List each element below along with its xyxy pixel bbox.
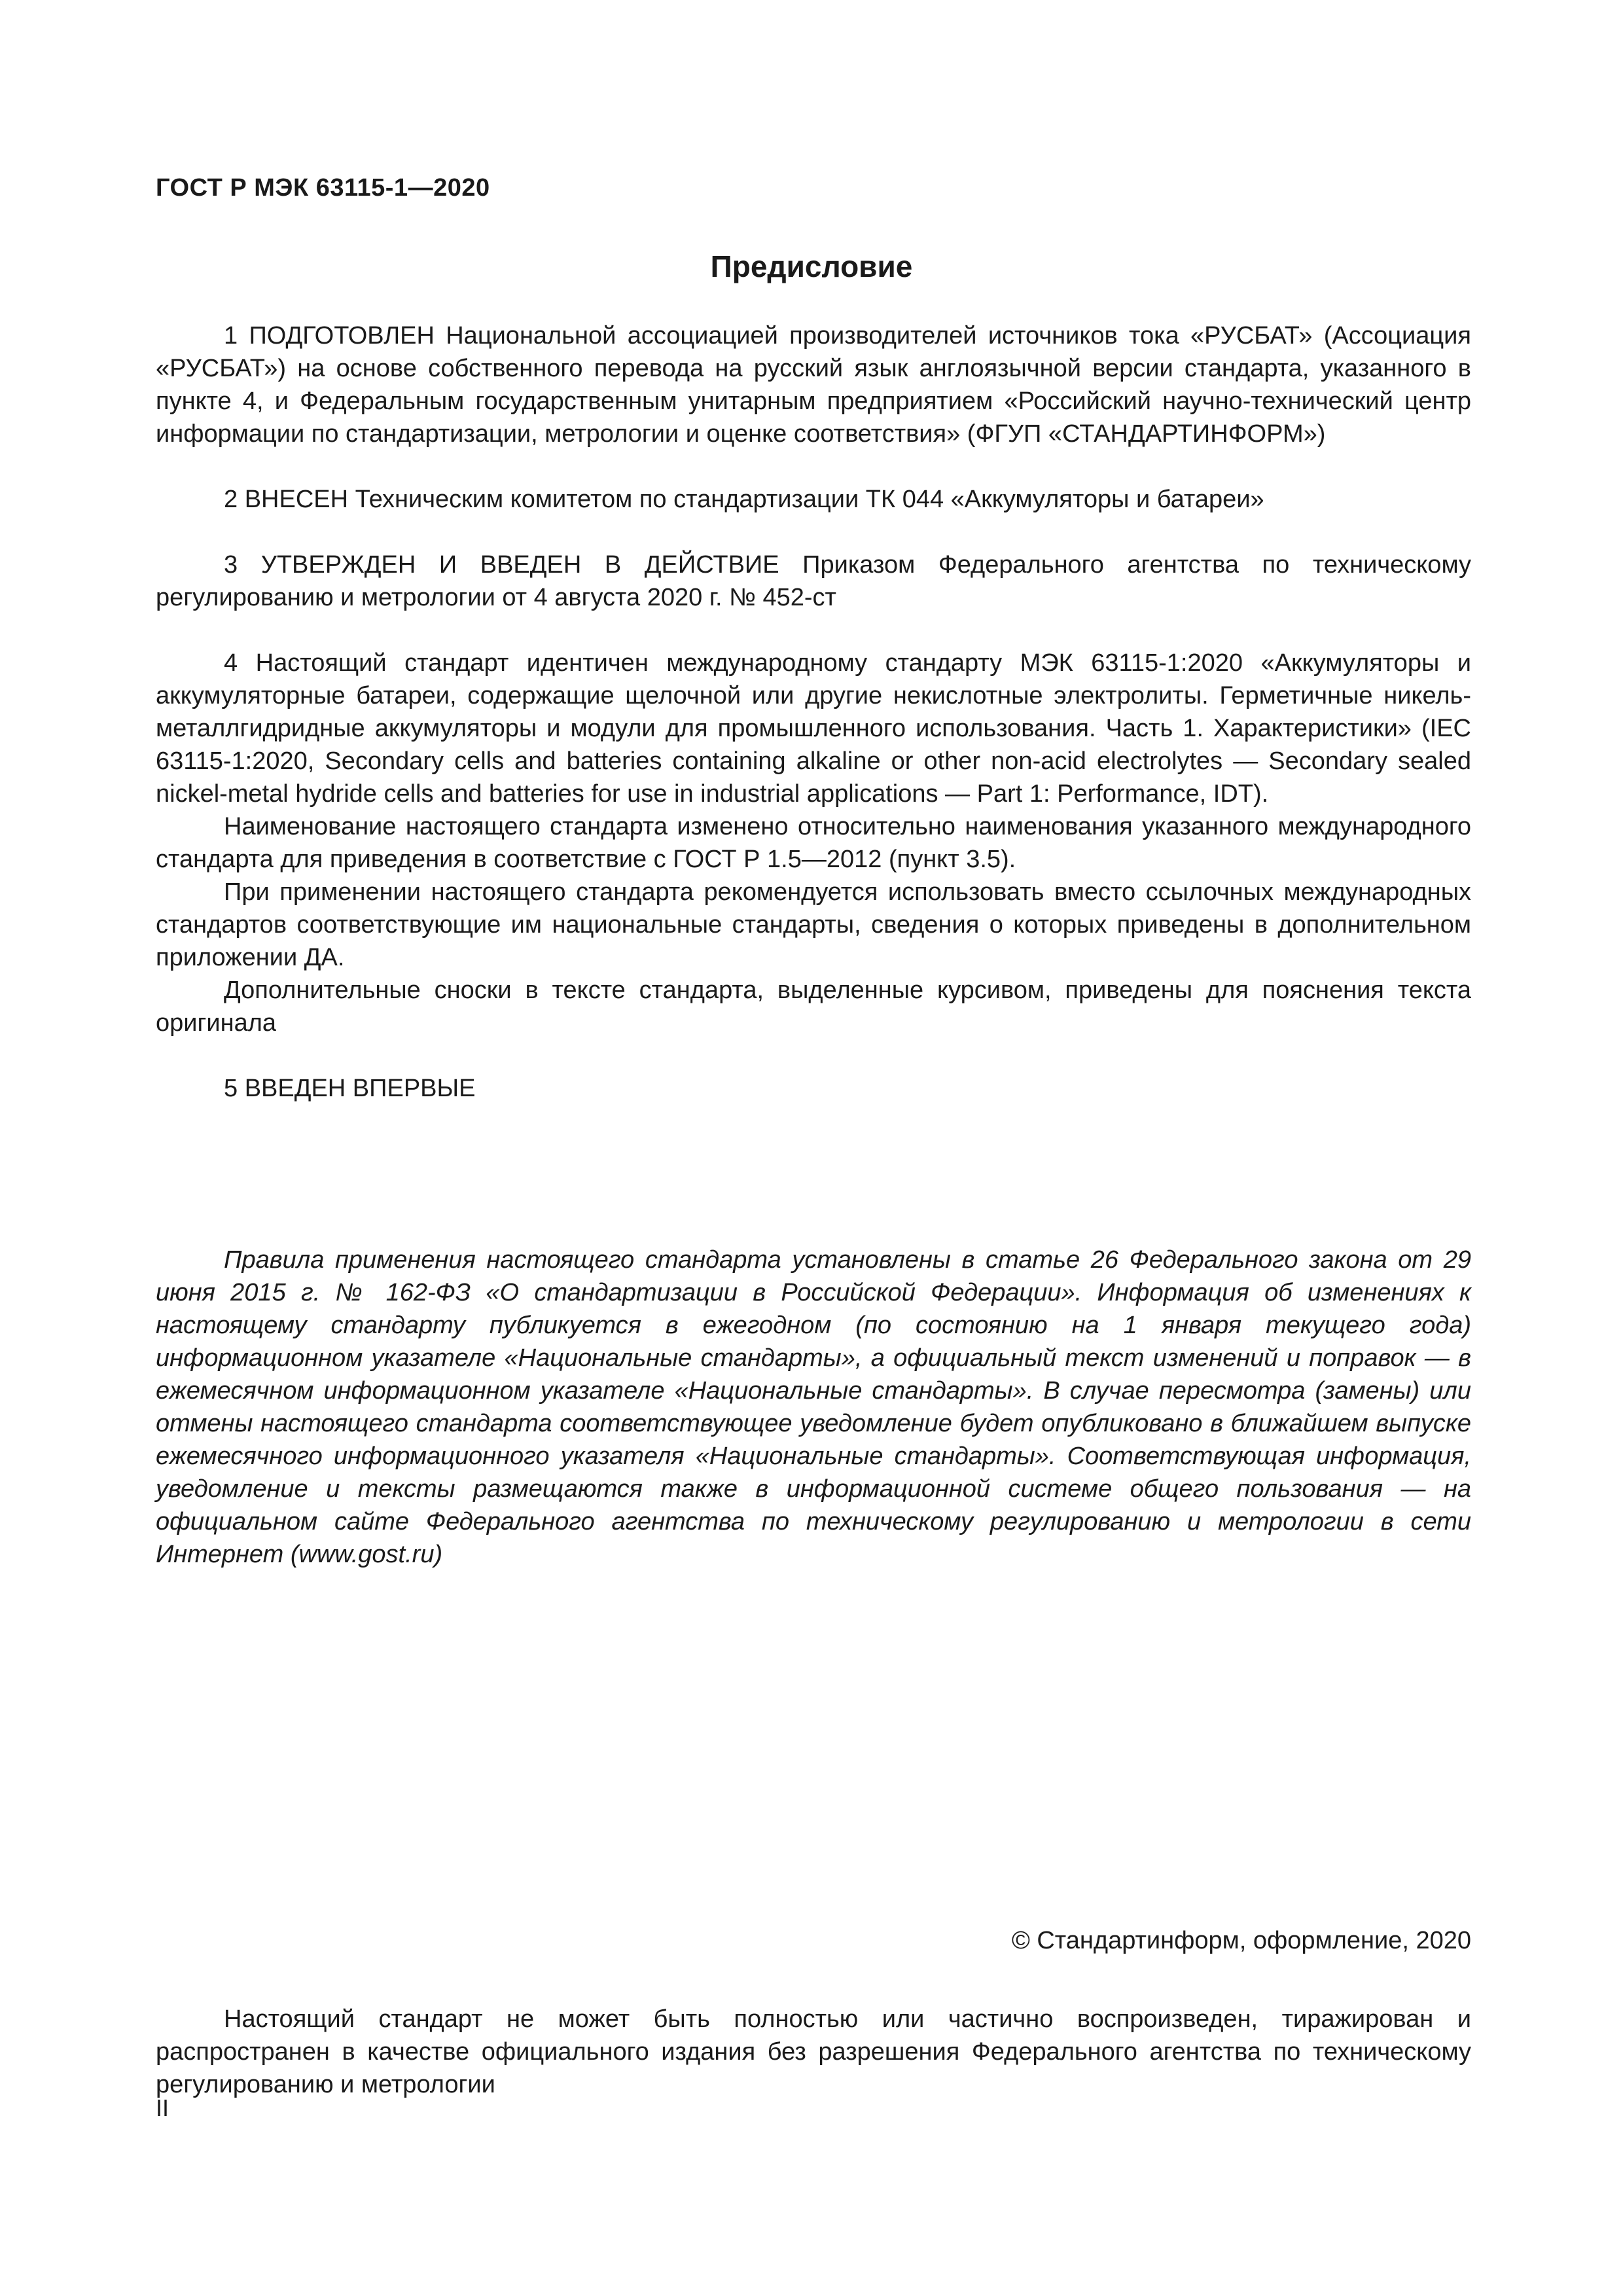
application-rules-notice (156, 1244, 1471, 1571)
section-title: Предисловие (710, 249, 913, 283)
reproduction-notice (156, 2003, 1471, 2101)
foreword-item-1: 1 ПОДГОТОВЛЕН Национальной ассоциацией производителей источников тока «РУСБАТ» (Ассоциация «РУСБАТ») на основе собственного перевода на русский язык англоязычной версии стандарта, указанного в пункте 4, и Федеральным государственным унитарным предприятием «Российский научно-технический центр информации по стандартизации, метрологии и оценке соответствия» (ФГУП «СТАНДАРТИНФОРМ») (156, 322, 1471, 448)
page-number: II (156, 2094, 169, 2121)
foreword-item-2: 2 ВНЕСЕН Техническим комитетом по стандартизации ТК 044 «Аккумуляторы и батареи» (224, 486, 1264, 513)
foreword-item-4: 4 Настоящий стандарт идентичен международному стандарту МЭК 63115-1:2020 «Аккумуляторы и аккумуляторные батареи, содержащие щелочной или другие некислотные электролиты. Герметичные никель-металлгидридные аккумуляторы и модули для промышленного использования. Часть 1. Характеристики» (IEC 63115-1:2020, Secondary cells and batteries containing alkaline or other non-acid electrolytes — Secondary sealed nickel-metal hydride cells and batteries for use in industrial applications — Part 1: Performance, IDT). (156, 649, 1471, 808)
standard-designation: ГОСТ Р МЭК 63115-1—2020 (156, 174, 490, 202)
reproduction-text: Настоящий стандарт не может быть полностью или частично воспроизведен, тиражирован и распространен в качестве официального издания без разрешения Федерального агентства по техническому регулированию и метрологии (156, 2005, 1471, 2098)
copyright-line: © Стандартинформ, оформление, 2020 (1011, 1927, 1471, 1954)
foreword-body (156, 319, 1471, 1105)
notice-text: Правила применения настоящего стандарта установлены в статье 26 Федерального закона от 29 июня 2015 г. № 162-ФЗ «О стандартизации в Российской Федерации». Информация об изменениях к настоящему стандарту публикуется в ежегодном (по состоянию на 1 января текущего года) информационном указателе «Национальные стандарты», а официальный текст изменений и поправок — в ежемесячном информационном указателе «Национальные стандарты». В случае пересмотра (замены) или отмены настоящего стандарта соответствующее уведомление будет опубликовано в ближайшем выпуске ежемесячного информационного указателя «Национальные стандарты». Соответствующая информация, уведомление и тексты размещаются также в информационной системе общего пользования — на официальном сайте Федерального агентства по техническому регулированию и метрологии в сети Интернет (www.gost.ru) (156, 1246, 1471, 1568)
foreword-item-3: 3 УТВЕРЖДЕН И ВВЕДЕН В ДЕЙСТВИЕ Приказом Федерального агентства по техническому регулированию и метрологии от 4 августа 2020 г. № 452-ст (156, 551, 1471, 611)
foreword-item-5: 5 ВВЕДЕН ВПЕРВЫЕ (224, 1075, 476, 1102)
foreword-item-4-title-note: Наименование настоящего стандарта изменено относительно наименования указанного международного стандарта для приведения в соответствие с ГОСТ Р 1.5—2012 (пункт 3.5). (156, 813, 1471, 873)
foreword-item-4-footnote-note: Дополнительные сноски в тексте стандарта, выделенные курсивом, приведены для пояснения текста оригинала (156, 977, 1471, 1037)
foreword-item-4-reference-note: При применении настоящего стандарта рекомендуется использовать вместо ссылочных международных стандартов соответствующие им национальные стандарты, сведения о которых приведены в дополнительном приложении ДА. (156, 878, 1471, 971)
